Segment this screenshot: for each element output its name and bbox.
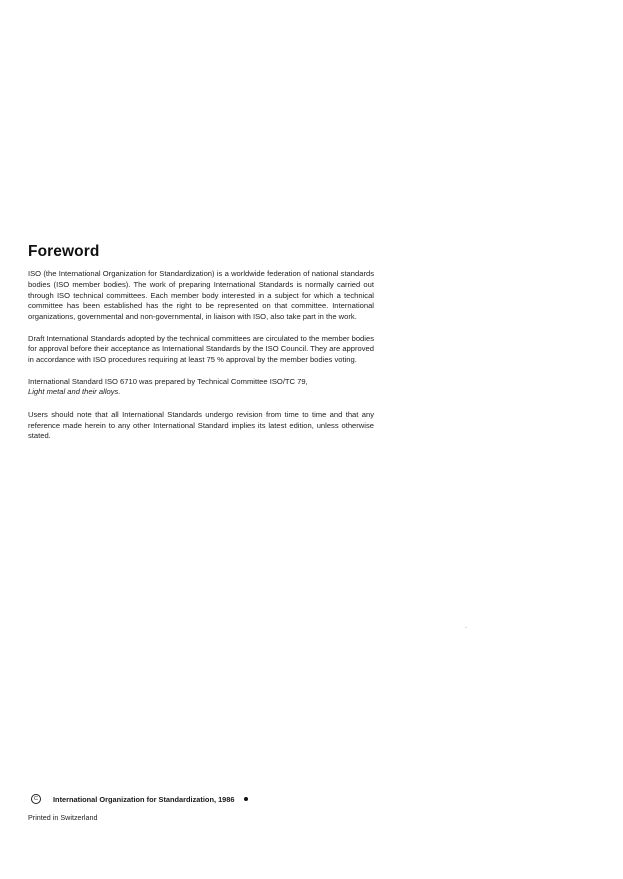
committee-statement: International Standard ISO 6710 was prepared by Technical Committee ISO/TC 79, [28, 376, 308, 386]
paragraph-draft-standards: Draft International Standards adopted by the technical committees are circulated to the member bodies for approval before their acceptance as International Standards by the ISO Council. They are approved in accordance with ISO procedures requiring at least 75 % approval by the member bodies voting. [28, 333, 374, 365]
paragraph-iso-intro: ISO (the International Organization for Standardization) is a worldwide federation of national standards bodies (ISO member bodies). The work of preparing International Standards is normally carried out through ISO technical committees. Each member body interested in a subject for which a technical committee has been established has the right to be represented on that committee. International organizations, governmental and non-governmental, in liaison with ISO, also take part in the work. [28, 269, 374, 322]
scan-speck [465, 627, 467, 628]
copyright-line [31, 793, 248, 805]
paragraph-committee [28, 377, 374, 399]
paragraph-revision-note: Users should note that all International Standards undergo revision from time to time and that any reference made herein to any other International Standard implies its latest edition, unless otherwise stated. [28, 409, 374, 441]
copyright-icon: C [31, 794, 41, 804]
page-title: Foreword [28, 243, 100, 260]
bullet-icon [244, 797, 248, 801]
printed-location: Printed in Switzerland [28, 813, 98, 822]
committee-title: Light metal and their alloys. [28, 387, 121, 397]
copyright-text: International Organization for Standardization, 1986 [53, 794, 235, 804]
foreword-body [28, 269, 374, 453]
